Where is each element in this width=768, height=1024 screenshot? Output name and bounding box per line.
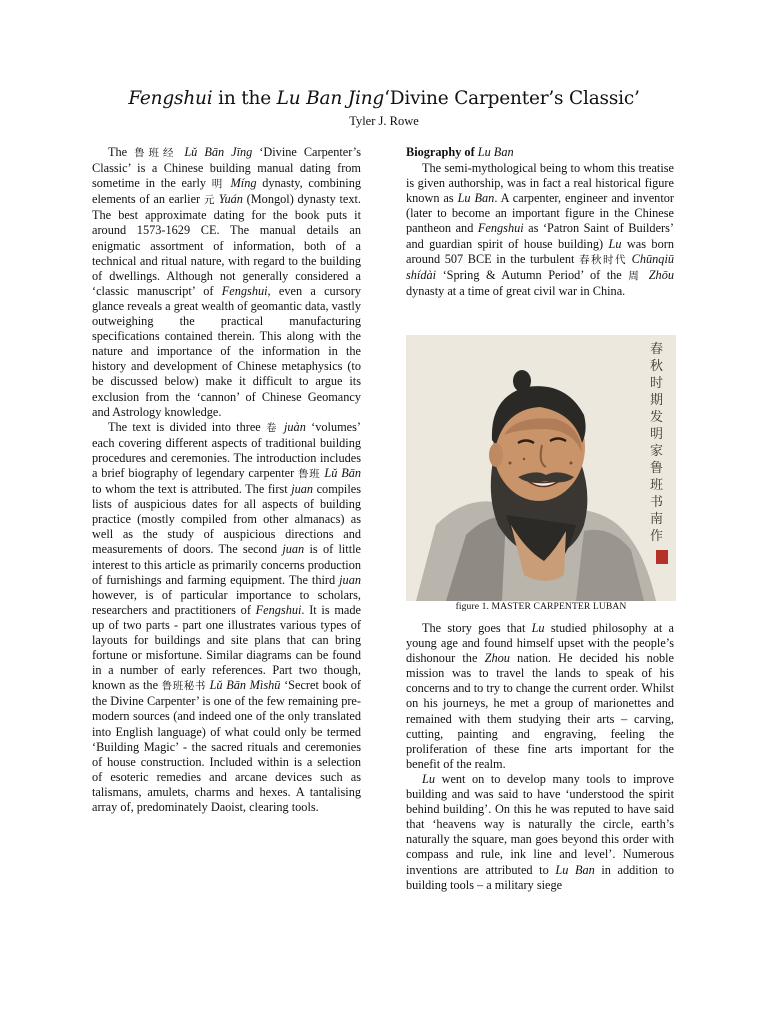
article-author: Tyler J. Rowe — [349, 114, 419, 128]
right-paragraph-1: The semi-mythological being to whom this treatise is given authorship, was in fact a real historical figure known as Lu Ban. A carpenter, engineer and inventor (later to become an important figure in the Chinese pantheon and Fengshui as ‘Patron Saint of Builders’ and guardian spirit of house building) Lu was born around 507 BCE in the turbulent 春秋时代 Chūnqiū shídài ‘Spring & Autumn Period’ of the 周 Zhōu dynasty at a time of great civil war in China. — [406, 161, 675, 298]
right-paragraph-2: The story goes that Lu studied philosophy at a young age and found himself upset with the people’s dishonour the Zhou nation. He decided his noble mission was to travel the lands to speak of his concerns and to try to change the current order. Whilst on his journeys, he met a group of marionettes and remained with them studying their arts – carving, cutting, painting and engraving, feeling the proliferation of these fine arts important for the benefit of the realm. — [406, 621, 674, 771]
article-title — [0, 88, 768, 109]
figure-caption: figure 1. MASTER CARPENTER LUBAN — [455, 601, 627, 612]
title-subtitle: ‘Divine Carpenter’s Classic’ — [384, 88, 640, 109]
right-paragraph-3: Lu went on to develop many tools to improve building and was said to have ‘understood the spirit behind building’. On this he was reputed to have said that ‘heavens way is naturally the circle, earth’s naturally the square, man goes beyond this order with compass and rule, ink line and level’. Numerous inventions are attributed to Lu Ban in addition to building tools – a military siege — [406, 771, 675, 892]
title-connector: in the — [212, 88, 277, 109]
left-column — [92, 145, 361, 815]
left-paragraph-1: The 鲁班经 Lǔ Bān Jīng ‘Divine Carpenter’s Classic’ is a Chinese building manual dating from sometime in the early 明 Míng dynasty, combining elements of an earlier 元 Yuán (Mongol) dynasty text. The best approximate dating for the book puts it around 1573-1629 CE. The manual details an enigmatic assortment of information, both of a technical and ritual nature, with regard to the building of dwellings. Although not generally considered a ‘classic manuscript’ of Fengshui, even a cursory glance reveals a great wealth of geomantic data, vastly outweighing the practical manufacturing specifications contained therein. This along with the nature and importance of the information in the history and development of Chinese metaphysics (to be discussed below) make it difficult to argue its exclusion from the ‘cannon’ of Chinese Geomancy and Astrology knowledge. — [92, 145, 362, 419]
right-column-top — [406, 145, 674, 299]
calligraphy-inscription: 春秋时期发明家鲁班 书南作 — [650, 342, 664, 544]
title-work: Lu Ban Jing — [276, 88, 385, 109]
lu-ban-portrait-illustration — [406, 335, 676, 601]
left-paragraph-2: The text is divided into three 卷 juàn ‘volumes’ each covering different aspects of traditional building procedures and ceremonies. The introduction includes a brief biography of legendary carpenter 鲁班 Lǔ Bān to whom the text is attributed. The first juan compiles lists of auspicious dates for all aspects of building practice (mostly compiled from other almanacs) as well as the study of auspicious directions and measurements of doors. The second juan is of little interest to this article as primarily concerns production of furnishings and farming equipment. The third juan however, is of particular importance to scholars, researchers and practitioners of Fengshui. It is made up of two parts - part one illustrates various types of layouts for buildings and site plans that can bring fortune or misfortune. Similar diagrams can be found in a number of early references. Part two though, known as the 鲁班秘书 Lǔ Bān Mìshū ‘Secret book of the Divine Carpenter’ is one of the few remaining pre-modern sources (and indeed one of the only translated into English language) of what could only be termed ‘Building Magic’ - the sacred rituals and ceremonies of house construction. Included within is a selection of esoteric remedies and arcane devices such as talismans, amulets, charms and hexes. A tantalising array of, predominately Daoist, clearing tools. — [92, 419, 362, 815]
section-heading: Biography of Lu Ban — [406, 145, 514, 159]
lu-ban-portrait-figure — [406, 335, 676, 601]
right-column-bottom — [406, 621, 674, 893]
title-term: Fengshui — [128, 88, 213, 109]
